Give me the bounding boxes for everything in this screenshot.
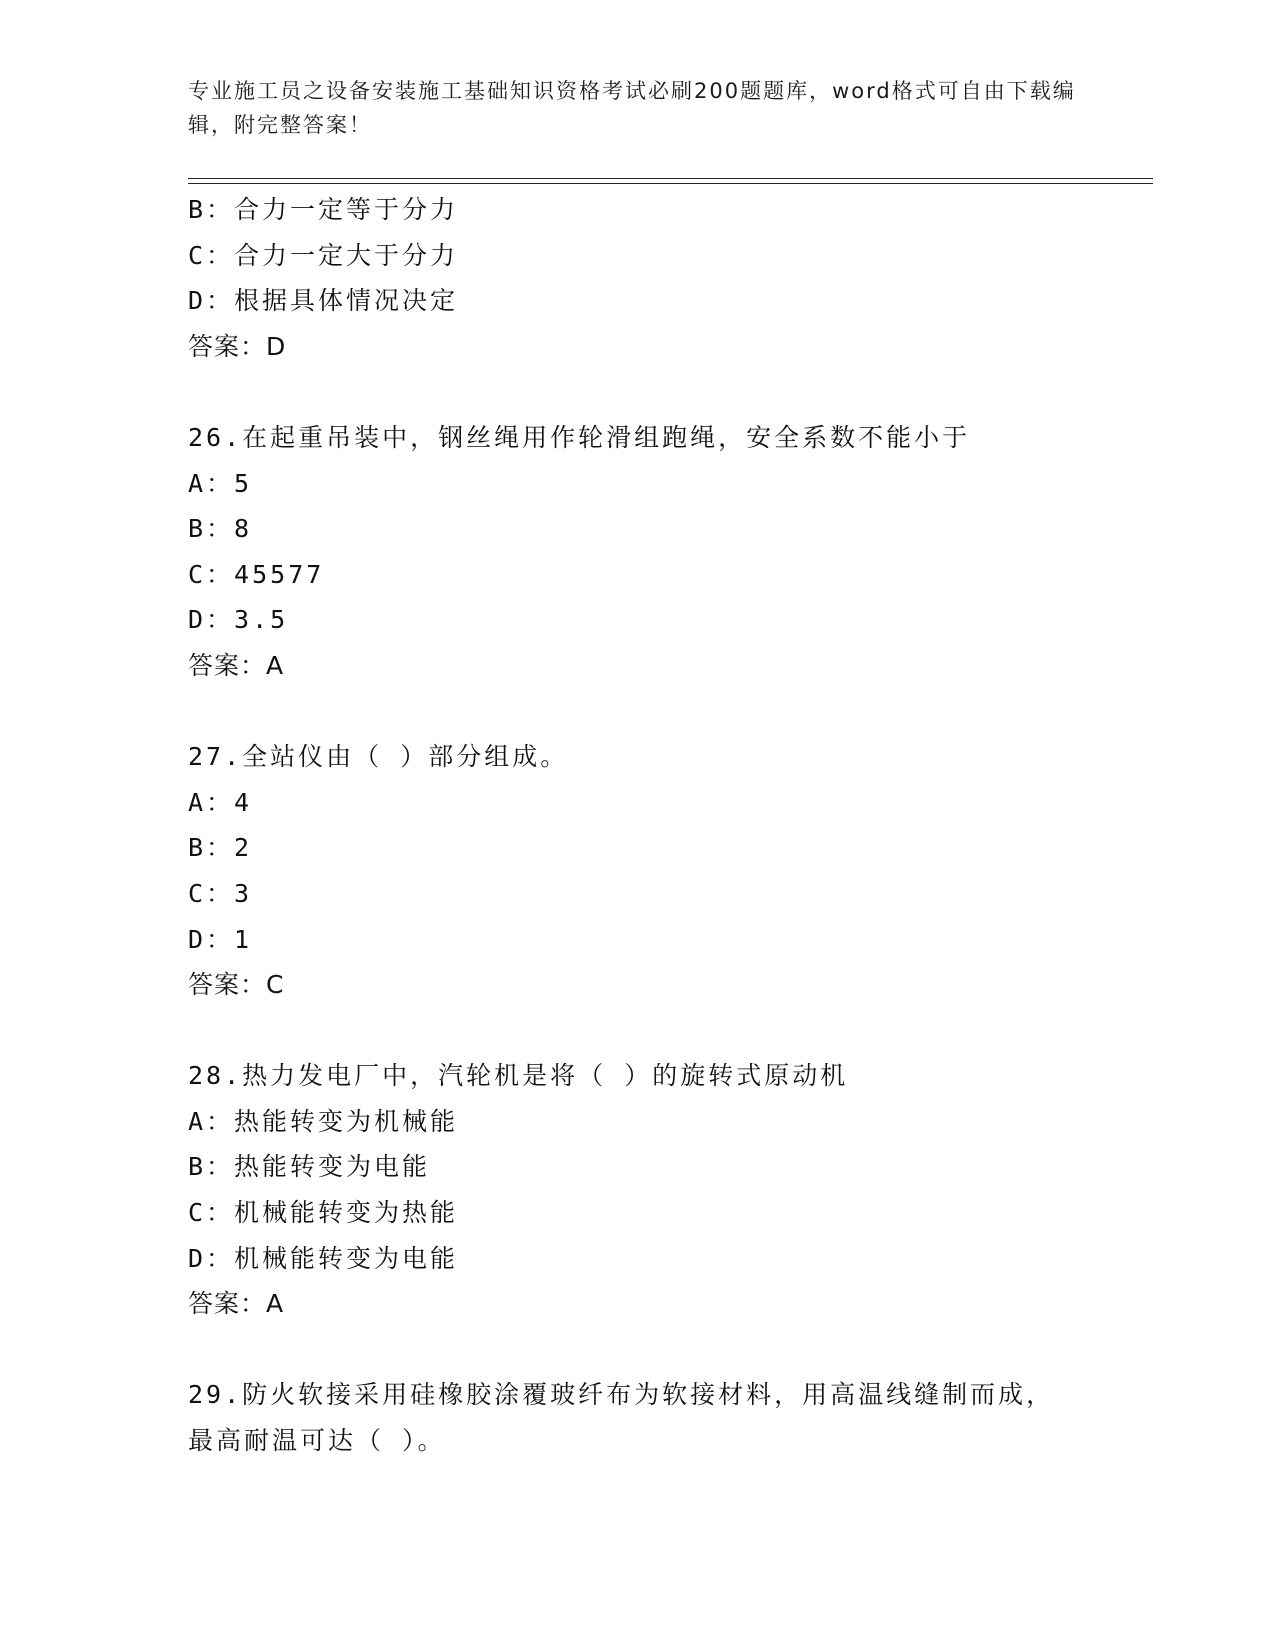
header-rule [188,178,1153,184]
option-a: A：4 [188,787,253,817]
option-a: A：5 [188,468,253,498]
question-27 [188,734,1153,1008]
question-29 [188,1372,1153,1463]
option-c: C：3 [188,878,253,908]
option-a: A：热能转变为机械能 [188,1106,459,1136]
option-c: C：合力一定大于分力 [188,240,459,270]
answer: 答案：D [188,331,287,361]
question-text: 27.全站仪由（ ）部分组成。 [188,742,569,772]
question-text: 29.防火软接采用硅橡胶涂覆玻纤布为软接材料，用高温线缝制而成，最高耐温可达（ ）。 [188,1380,1055,1456]
question-28 [188,1053,1153,1327]
option-d: D：1 [188,924,253,954]
option-d: D：机械能转变为电能 [188,1243,459,1273]
document-header: 专业施工员之设备安装施工基础知识资格考试必刷200题题库，word格式可自由下载编辑，附完整答案！ [188,79,1076,137]
answer: 答案：A [188,1289,285,1319]
answer: 答案：C [188,970,285,1000]
option-b: B：合力一定等于分力 [188,195,459,224]
option-c: C：45577 [188,559,325,589]
question-text: 26.在起重吊装中，钢丝绳用作轮滑组跑绳，安全系数不能小于 [188,422,971,452]
question-text: 28.热力发电厂中，汽轮机是将（ ）的旋转式原动机 [188,1061,849,1091]
option-d: D：3.5 [188,605,289,635]
option-d: D：根据具体情况决定 [188,286,459,316]
option-b: B：2 [188,833,253,863]
option-c: C：机械能转变为热能 [188,1198,459,1228]
question-26 [188,415,1153,689]
answer: 答案：A [188,650,285,680]
question-list [188,187,1153,1464]
option-b: B：热能转变为电能 [188,1152,431,1182]
question-25-tail [188,187,1153,369]
option-b: B：8 [188,514,253,544]
